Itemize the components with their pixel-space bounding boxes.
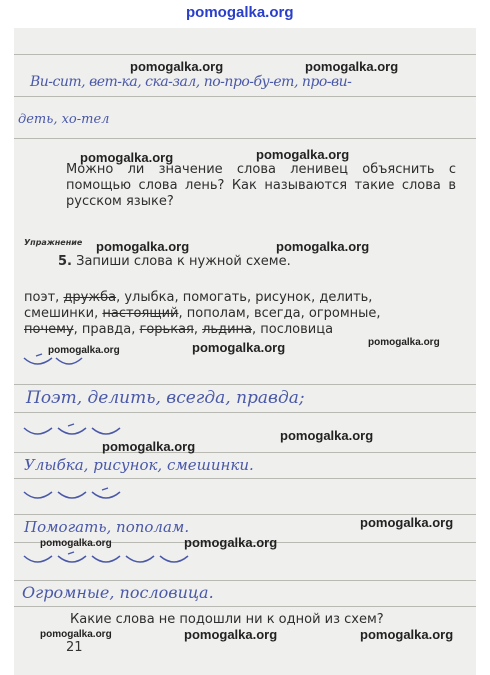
writing-rule <box>14 138 476 139</box>
watermark: pomogalka.org <box>368 337 440 348</box>
writing-rule <box>14 580 476 581</box>
watermark: pomogalka.org <box>184 535 278 550</box>
writing-rule <box>14 96 476 97</box>
handwriting-line-1: Ви-сит, вет-ка, ска-зал, по-про-бу-ет, про-ви- <box>30 74 352 90</box>
watermark: pomogalka.org <box>40 538 112 549</box>
stress-scheme-2 <box>22 424 132 440</box>
header-site-link[interactable]: pomogalka.org <box>186 4 294 21</box>
struck-word: горькая <box>139 322 194 337</box>
word-list <box>24 290 454 338</box>
watermark: pomogalka.org <box>96 239 190 254</box>
site-header <box>0 0 490 28</box>
watermark: pomogalka.org <box>280 428 374 443</box>
stress-scheme-1 <box>22 354 92 370</box>
word-list-line-3: почему, правда, горькая, льдина, пословица <box>24 322 334 337</box>
word-list-line-2: смешинки, настоящий, пополам, всегда, огромные, <box>24 306 381 321</box>
watermark: pomogalka.org <box>40 629 112 640</box>
struck-word: почему <box>24 322 74 337</box>
handwriting-line-2: деть, хо-тел <box>18 112 110 127</box>
stress-scheme-4 <box>22 552 202 568</box>
writing-rule <box>14 412 476 413</box>
watermark: pomogalka.org <box>48 345 120 356</box>
writing-rule <box>14 54 476 55</box>
answer-line-1: Поэт, делить, всегда, правда; <box>26 388 305 408</box>
watermark: pomogalka.org <box>192 340 286 355</box>
watermark: pomogalka.org <box>360 515 454 530</box>
writing-rule <box>14 452 476 453</box>
watermark: pomogalka.org <box>276 239 370 254</box>
watermark: pomogalka.org <box>80 150 174 165</box>
exercise-instruction: Запиши слова к нужной схеме. <box>76 254 291 269</box>
writing-rule <box>14 478 476 479</box>
answer-line-3: Помогать, пополам. <box>24 518 190 536</box>
exercise-label: Упражнение <box>24 238 83 247</box>
answer-line-2: Улыбка, рисунок, смешинки. <box>24 456 254 474</box>
struck-word: льдина <box>202 322 252 337</box>
watermark: pomogalka.org <box>102 439 196 454</box>
watermark: pomogalka.org <box>305 59 399 74</box>
word-list-line-1: поэт, дружба, улыбка, помогать, рисунок, делить, <box>24 290 373 305</box>
struck-word: дружба <box>63 290 117 305</box>
writing-rule <box>14 606 476 607</box>
struck-word: настоящий <box>102 306 179 321</box>
exercise-number: 5. <box>58 254 72 269</box>
writing-rule <box>14 384 476 385</box>
watermark: pomogalka.org <box>360 627 454 642</box>
watermark: pomogalka.org <box>130 59 224 74</box>
watermark: pomogalka.org <box>256 147 350 162</box>
answer-line-4: Огромные, пословица. <box>22 583 214 602</box>
watermark: pomogalka.org <box>184 627 278 642</box>
question-text: Можно ли значение слова ленивец объяснить с помощью слова лень? Как называются такие слова в русском языке? <box>66 162 456 209</box>
final-question: Какие слова не подошли ни к одной из схем? <box>70 612 384 627</box>
stress-scheme-3 <box>22 488 132 504</box>
page-number: 21 <box>66 640 83 655</box>
exercise-heading <box>58 254 291 270</box>
